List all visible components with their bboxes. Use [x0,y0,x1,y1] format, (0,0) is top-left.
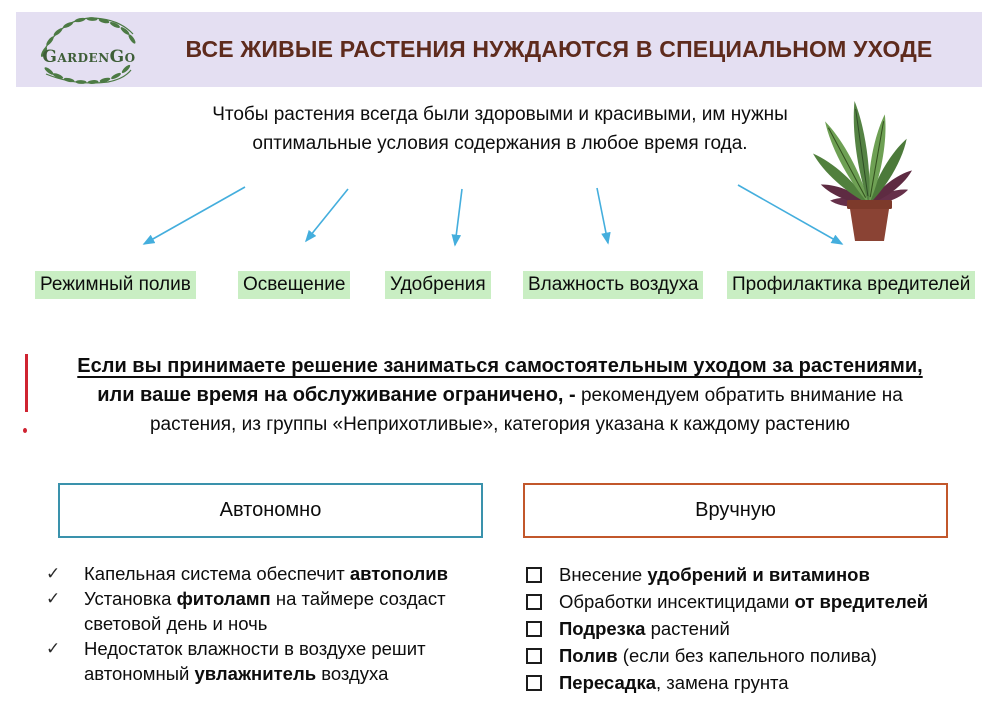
checklist-item [523,588,978,615]
checklist-item-text: Подрезка растений [559,618,730,639]
care-factor-label: Удобрения [385,271,491,299]
checklist-item-text: Пересадка, замена грунта [559,672,789,693]
checkbox-icon [526,648,542,664]
manual-checklist [523,561,978,696]
autonomous-checklist [46,561,494,686]
checklist-item-text: Капельная система обеспечит автополив [84,563,448,584]
gardengo-logo [30,10,148,88]
autonomous-box [58,483,483,538]
checklist-item [46,586,494,636]
red-accent-bar [25,354,28,412]
checkbox-icon [526,567,542,583]
checklist-item-text: Недостаток влажности в воздухе решит автономный увлажнитель воздуха [84,638,426,684]
notice-text [0,352,1000,439]
checklist-item-text: Установка фитоламп на таймере создаст световой день и ночь [84,588,446,634]
checklist-item [523,669,978,696]
checkbox-icon [526,675,542,691]
checklist-item [46,636,494,686]
checklist-item-text: Полив (если без капельного полива) [559,645,877,666]
red-accent-dot [23,428,27,433]
manual-box-title: Вручную [695,499,776,521]
checkbox-icon [526,621,542,637]
notice-line-3: растения, из группы «Неприхотливые», категория указана к каждому растению [149,414,851,435]
care-factor-label: Режимный полив [35,271,196,299]
page-title: ВСЕ ЖИВЫЕ РАСТЕНИЯ НУЖДАЮТСЯ В СПЕЦИАЛЬНОМ УХОДЕ [185,36,933,62]
manual-box [523,483,948,538]
intro-line-1: Чтобы растения всегда были здоровыми и красивыми, им нужны [212,104,788,125]
pointer-arrows [0,170,1000,262]
checklist-item-text: Обработки инсектицидами от вредителей [559,591,929,612]
autonomous-box-title: Автономно [219,499,322,521]
checklist-item [523,561,978,588]
care-factors-row [0,271,1000,307]
checklist-item [523,615,978,642]
logo-text: GardenGo [42,47,136,67]
checklist-item [523,642,978,669]
care-factor-label: Профилактика вредителей [727,271,975,299]
checkbox-icon [526,594,542,610]
checkmark-icon: ✓ [46,589,61,608]
checkmark-icon: ✓ [46,564,61,583]
checklist-item-text: Внесение удобрений и витаминов [559,564,870,585]
notice-line-1: Если вы принимаете решение заниматься самостоятельным уходом за растениями, [77,355,923,377]
notice-line-2 [0,381,1000,410]
care-factor-label: Освещение [238,271,350,299]
arrow-icon [144,185,842,245]
checkmark-icon: ✓ [46,639,61,658]
checklist-item [46,561,494,586]
notice-line-2-regular: рекомендуем обратить внимание на [575,385,903,406]
notice-line-2-bold: или ваше время на обслуживание ограничено, - [97,384,576,406]
care-factor-label: Влажность воздуха [523,271,703,299]
intro-text [140,100,860,158]
intro-line-2: оптимальные условия содержания в любое время года. [252,133,748,154]
